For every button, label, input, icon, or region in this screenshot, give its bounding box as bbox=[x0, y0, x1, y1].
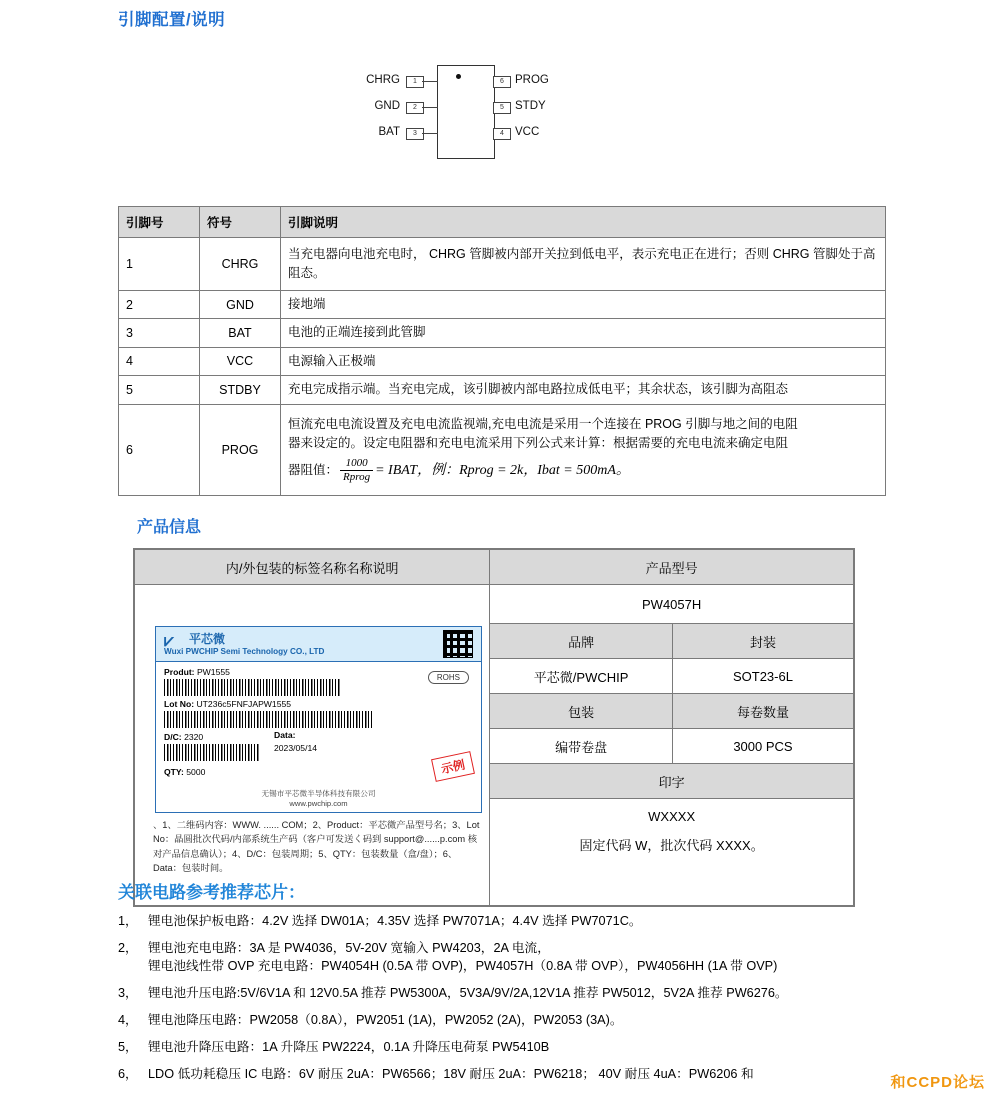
package-label-artwork bbox=[135, 614, 489, 876]
website-line: www.pwchip.com bbox=[289, 799, 348, 808]
pin-description-table bbox=[118, 206, 886, 496]
prog-formula-rest: = IBAT，例：Rprog = 2k，Ibat = 500mA。 bbox=[375, 463, 630, 479]
list-item-index: 6， bbox=[118, 1067, 138, 1082]
list-item-index: 4， bbox=[118, 1013, 138, 1028]
formula-numerator: 1000 bbox=[340, 457, 373, 471]
list-item-line: 锂电池充电电路：3A 是 PW4036，5V-20V 宽输入 PW4203，2A 电流， bbox=[148, 941, 550, 956]
pin-label-gnd: GND bbox=[374, 100, 400, 112]
pin-lead-2 bbox=[422, 107, 438, 108]
cell-model-value: PW4057H bbox=[490, 585, 854, 624]
list-item bbox=[118, 912, 918, 930]
cell-per-reel-value: 3000 PCS bbox=[672, 729, 853, 764]
company-address bbox=[156, 788, 481, 808]
related-chip-list bbox=[118, 912, 918, 1092]
cell-label-artwork bbox=[135, 585, 490, 906]
cell-marking-value: WXXXX bbox=[490, 799, 854, 834]
formula-denominator: Rprog bbox=[343, 471, 371, 484]
cell-packing-value: 编带卷盘 bbox=[490, 729, 673, 764]
cell-label-col-header: 内/外包装的标签名称名称说明 bbox=[135, 550, 490, 585]
barcode-dc bbox=[164, 744, 260, 761]
field-dc-key bbox=[164, 732, 203, 742]
field-lotno-key bbox=[164, 699, 291, 709]
cell-symbol: PROG bbox=[200, 404, 281, 495]
barcode-lotno bbox=[164, 711, 374, 728]
table-row bbox=[119, 376, 886, 404]
list-item-line: 锂电池升降压电路：1A 升降压 PW2224，0.1A 升降压电荷泵 PW5410B bbox=[148, 1040, 550, 1055]
list-item-index: 2， bbox=[118, 941, 138, 956]
cell-description: 电源输入正极端 bbox=[281, 347, 886, 375]
th-symbol: 符号 bbox=[200, 207, 281, 238]
list-item-line: 锂电池升压电路:5V/6V1A 和 12V0.5A 推荐 PW5300A，5V3A/9V/2A,12V1A 推荐 PW5012，5V2A 推荐 PW6276。 bbox=[148, 986, 788, 1001]
list-item-line: 锂电池降压电路：PW2058（0.8A），PW2051 (1A)，PW2052 (2A)，PW2053 (3A)。 bbox=[148, 1013, 623, 1028]
label-value-product: PW1555 bbox=[196, 667, 230, 677]
logo-chinese-name: 平芯微 bbox=[189, 632, 226, 646]
list-item-index: 5， bbox=[118, 1040, 138, 1055]
prog-desc-line3 bbox=[288, 457, 878, 484]
list-item-text bbox=[148, 1038, 918, 1056]
list-item bbox=[118, 984, 918, 1002]
logo-english-name: Wuxi PWCHIP Semi Technology CO., LTD bbox=[164, 647, 325, 656]
cell-description-prog bbox=[281, 404, 886, 495]
cell-marking-header: 印字 bbox=[490, 764, 854, 799]
list-item-text bbox=[148, 939, 918, 975]
label-value-qty: 5000 bbox=[186, 767, 206, 777]
forum-watermark: 和CCPD论坛 bbox=[890, 1074, 985, 1091]
field-product-key bbox=[164, 667, 230, 677]
cell-description: 当充电器向电池充电时， CHRG 管脚被内部开关拉到低电平，表示充电正在进行；否则 CHRG 管脚处于高阻态。 bbox=[281, 238, 886, 291]
cell-pin-number: 4 bbox=[119, 347, 200, 375]
list-item bbox=[118, 1038, 918, 1056]
cell-description: 电池的正端连接到此管脚 bbox=[281, 319, 886, 347]
label-key-lotno: Lot No: bbox=[164, 699, 195, 709]
pwchip-logo-icon: ⩗ bbox=[164, 631, 174, 650]
label-value-dc: 2320 bbox=[184, 732, 204, 742]
cell-per-reel-header: 每卷数量 bbox=[672, 694, 853, 729]
cell-symbol: BAT bbox=[200, 319, 281, 347]
cell-pin-number: 5 bbox=[119, 376, 200, 404]
cell-pin-number: 1 bbox=[119, 238, 200, 291]
table-row bbox=[119, 347, 886, 375]
list-item-text bbox=[148, 1011, 918, 1029]
cell-pin-number: 3 bbox=[119, 319, 200, 347]
pin-label-vcc: VCC bbox=[515, 126, 540, 138]
table-header-row bbox=[119, 207, 886, 238]
pin-label-bat: BAT bbox=[378, 126, 400, 138]
address-line: 无锡市平芯微半导体科技有限公司 bbox=[261, 789, 376, 798]
label-key-dc: D/C: bbox=[164, 732, 182, 742]
cell-pin-number: 6 bbox=[119, 404, 200, 495]
cell-package-value: SOT23-6L bbox=[672, 659, 853, 694]
product-info-table bbox=[133, 548, 855, 907]
table-row bbox=[135, 585, 854, 624]
table-row bbox=[119, 238, 886, 291]
barcode-product bbox=[164, 679, 340, 696]
pin-pad-2: 2 bbox=[406, 102, 424, 114]
cell-model-header: 产品型号 bbox=[490, 550, 854, 585]
rohs-badge: ROHS bbox=[428, 671, 469, 684]
label-value-lotno: UT236c5FNFJAPW1555 bbox=[196, 699, 292, 709]
cell-symbol: CHRG bbox=[200, 238, 281, 291]
cell-package-header: 封装 bbox=[672, 624, 853, 659]
th-pin-number: 引脚号 bbox=[119, 207, 200, 238]
pin-pad-5: 5 bbox=[493, 102, 511, 114]
table-row bbox=[119, 319, 886, 347]
page-title-pin-config: 引脚配置/说明 bbox=[118, 11, 226, 29]
th-description: 引脚说明 bbox=[281, 207, 886, 238]
cell-brand-value: 平芯微/PWCHIP bbox=[490, 659, 673, 694]
pin-lead-3 bbox=[422, 133, 438, 134]
pin-pad-4: 4 bbox=[493, 128, 511, 140]
pin-lead-1 bbox=[422, 81, 438, 82]
cell-description: 充电完成指示端。当充电完成，该引脚被内部电路拉成低电平；其余状态，该引脚为高阻态 bbox=[281, 376, 886, 404]
list-item bbox=[118, 939, 918, 975]
list-item-text bbox=[148, 984, 918, 1002]
list-item bbox=[118, 1065, 918, 1083]
label-card bbox=[155, 626, 482, 813]
cell-brand-header: 品牌 bbox=[490, 624, 673, 659]
label-explanation-note: 、1、二维码内容：WWW. ...... COM；2、Product：平芯微产品型号名；3、Lot No：晶圆批次代码/内部系统生产码（客户可发送く码到 support@......p.com 核对产品信息确认）；4、D/C：包装周期；5、QTY：包装数量（盒/盘）；6、Data：包装时间。 bbox=[153, 820, 480, 874]
list-item-line: 锂电池线性带 OVP 充电电路：PW4054H (0.5A 带 OVP)，PW4057H（0.8A 带 OVP），PW4056HH (1A 带 OVP) bbox=[148, 959, 778, 974]
cell-symbol: GND bbox=[200, 291, 281, 319]
prog-desc-line2: 器来设定的。设定电阻器和充电电流采用下列公式来计算：根据需要的充电电流来确定电阻 bbox=[288, 436, 789, 450]
pin-pad-3: 3 bbox=[406, 128, 424, 140]
page-title-product-info: 产品信息 bbox=[137, 519, 202, 536]
field-data-value: 2023/05/14 bbox=[274, 743, 318, 753]
pin-pad-1: 1 bbox=[406, 76, 424, 88]
cell-marking-note: 固定代码 W，批次代码 XXXX。 bbox=[490, 833, 854, 906]
label-key-product: Produt: bbox=[164, 667, 195, 677]
list-item-line: LDO 低功耗稳压 IC 电路：6V 耐压 2uA：PW6566；18V 耐压 2uA：PW6218； 40V 耐压 4uA：PW6206 和 bbox=[148, 1067, 754, 1082]
cell-description: 接地端 bbox=[281, 291, 886, 319]
pin-pad-6: 6 bbox=[493, 76, 511, 88]
page-title-related-chips: 关联电路参考推荐芯片： bbox=[118, 883, 305, 902]
list-item-index: 1， bbox=[118, 914, 138, 928]
prog-formula-prefix: 器阻值： bbox=[288, 463, 339, 478]
field-qty-key bbox=[164, 767, 205, 777]
cell-symbol: STDBY bbox=[200, 376, 281, 404]
cell-packing-header: 包装 bbox=[490, 694, 673, 729]
qr-code-icon bbox=[443, 630, 473, 658]
chip-body bbox=[437, 65, 495, 159]
list-item-text bbox=[148, 912, 918, 930]
list-item-line: 锂电池保护板电路：4.2V 选择 DW01A；4.35V 选择 PW7071A；4.4V 选择 PW7071C。 bbox=[148, 914, 642, 928]
sample-stamp: 示例 bbox=[431, 751, 475, 782]
prog-desc-line1: 恒流充电电流设置及充电电流监视端,充电电流是采用一个连接在 PROG 引脚与地之间的电阻 bbox=[288, 416, 798, 431]
cell-symbol: VCC bbox=[200, 347, 281, 375]
field-data-key bbox=[274, 730, 296, 740]
cell-pin-number: 2 bbox=[119, 291, 200, 319]
pin-label-stdy: STDY bbox=[515, 100, 546, 112]
table-row bbox=[135, 550, 854, 585]
pin-label-chrg: CHRG bbox=[366, 74, 400, 86]
pin1-dot-marker bbox=[456, 74, 461, 79]
table-row bbox=[119, 404, 886, 495]
pin-label-prog: PROG bbox=[515, 74, 549, 86]
label-key-data: Data: bbox=[274, 730, 296, 740]
list-item bbox=[118, 1011, 918, 1029]
pinout-diagram bbox=[366, 62, 610, 162]
label-key-qty: QTY: bbox=[164, 767, 184, 777]
list-item-text bbox=[148, 1065, 918, 1083]
table-row bbox=[119, 291, 886, 319]
prog-formula-fraction bbox=[340, 457, 373, 484]
list-item-index: 3， bbox=[118, 986, 138, 1001]
